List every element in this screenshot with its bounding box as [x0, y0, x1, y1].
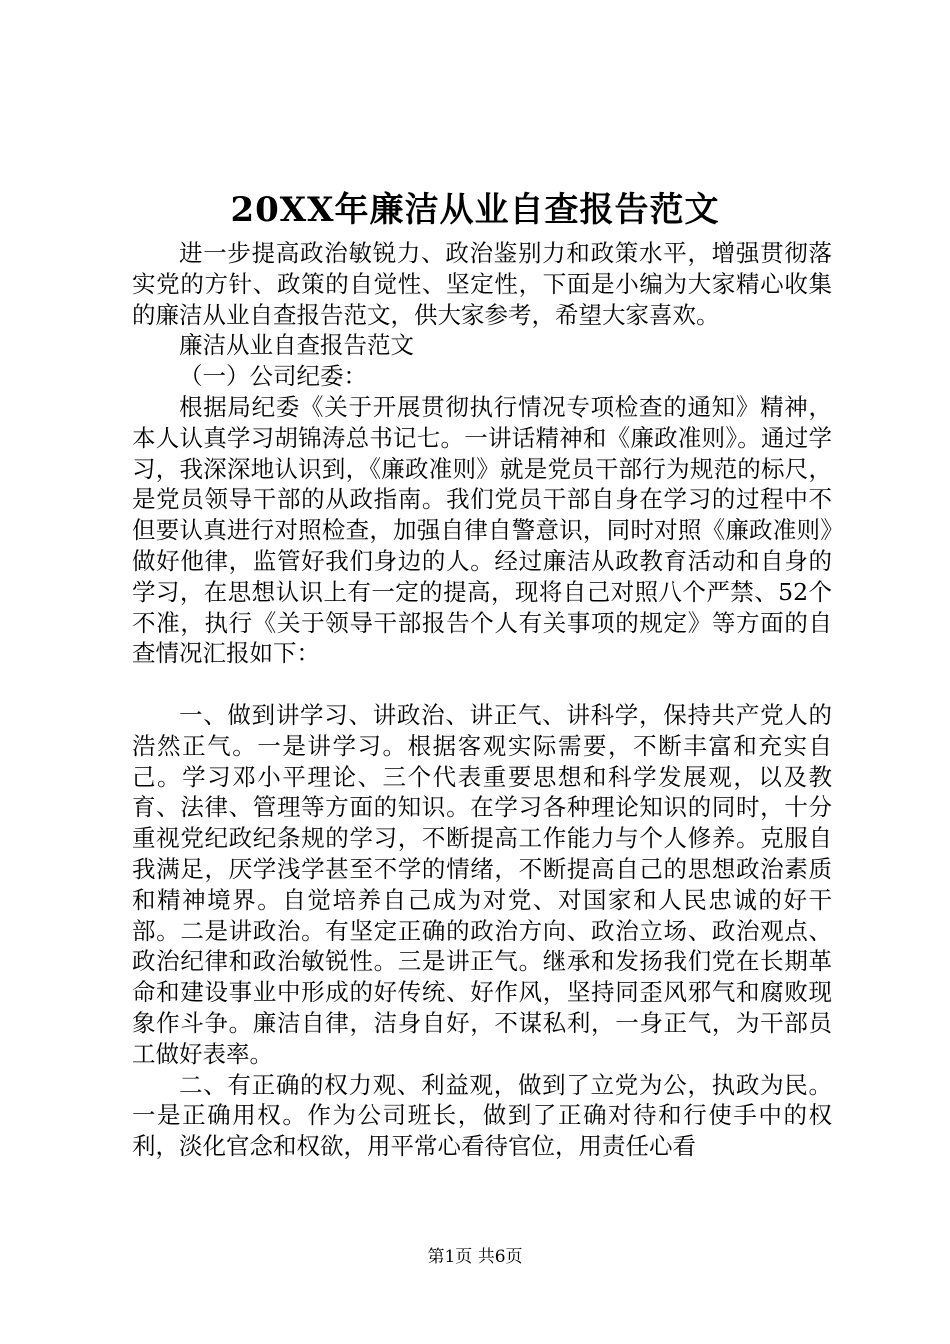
- page-footer: 第1页 共6页: [427, 1247, 523, 1267]
- addressee-line: （一）公司纪委：: [179, 362, 367, 391]
- document-body: [132, 238, 832, 1162]
- document-title: 20XX年廉洁从业自查报告范文: [230, 190, 720, 230]
- intro-paragraph: 进一步提高政治敏锐力、政治鉴别力和政策水平，增强贯彻落实党的方针、政策的自觉性、坚定性，下面是小编为大家精心收集的廉洁从业自查报告范文，供大家参考，希望大家喜欢。: [132, 239, 832, 329]
- body-paragraph: 二、有正确的权力观、利益观，做到了立党为公，执政为民。一是正确用权。作为公司班长，做到了正确对待和行使手中的权利，淡化官念和权欲，用平常心看待官位，用责任心看: [132, 1070, 832, 1161]
- body-paragraph: 一、做到讲学习、讲政治、讲正气、讲科学，保持共产党人的浩然正气。一是讲学习。根据客观实际需要，不断丰富和充实自己。学习邓小平理论、三个代表重要思想和科学发展观，以及教育、法律、管理等方面的知识。在学习各种理论知识的同时，十分重视党纪政纪条规的学习，不断提高工作能力与个人修养。克服自我满足，厌学浅学甚至不学的情绪，不断提高自己的思想政治素质和精神境界。自觉培养自己成为对党、对国家和人民忠诚的好干部。二是讲政治。有坚定正确的政治方向、政治立场、政治观点、政治纪律和政治敏锐性。三是讲正气。继承和发扬我们党在长期革命和建设事业中形成的好传统、好作风，坚持同歪风邪气和腐败现象作斗争。廉洁自律，洁身自好，不谋私利，一身正气，为干部员工做好表率。: [132, 700, 832, 1068]
- section-heading: 廉洁从业自查报告范文: [179, 331, 414, 360]
- body-paragraph: 根据局纪委《关于开展贯彻执行情况专项检查的通知》精神，本人认真学习胡锦涛总书记七。一讲话精神和《廉政准则》。通过学习，我深深地认识到，《廉政准则》就是党员干部行为规范的标尺，是党员领导干部的从政指南。我们党员干部自身在学习的过程中不但要认真进行对照检查，加强自律自警意识，同时对照《廉政准则》做好他律，监管好我们身边的人。经过廉洁从政教育活动和自身的学习，在思想认识上有一定的提高，现将自己对照八个严禁、52个不准，执行《关于领导干部报告个人有关事项的规定》等方面的自查情况汇报如下：: [132, 392, 832, 668]
